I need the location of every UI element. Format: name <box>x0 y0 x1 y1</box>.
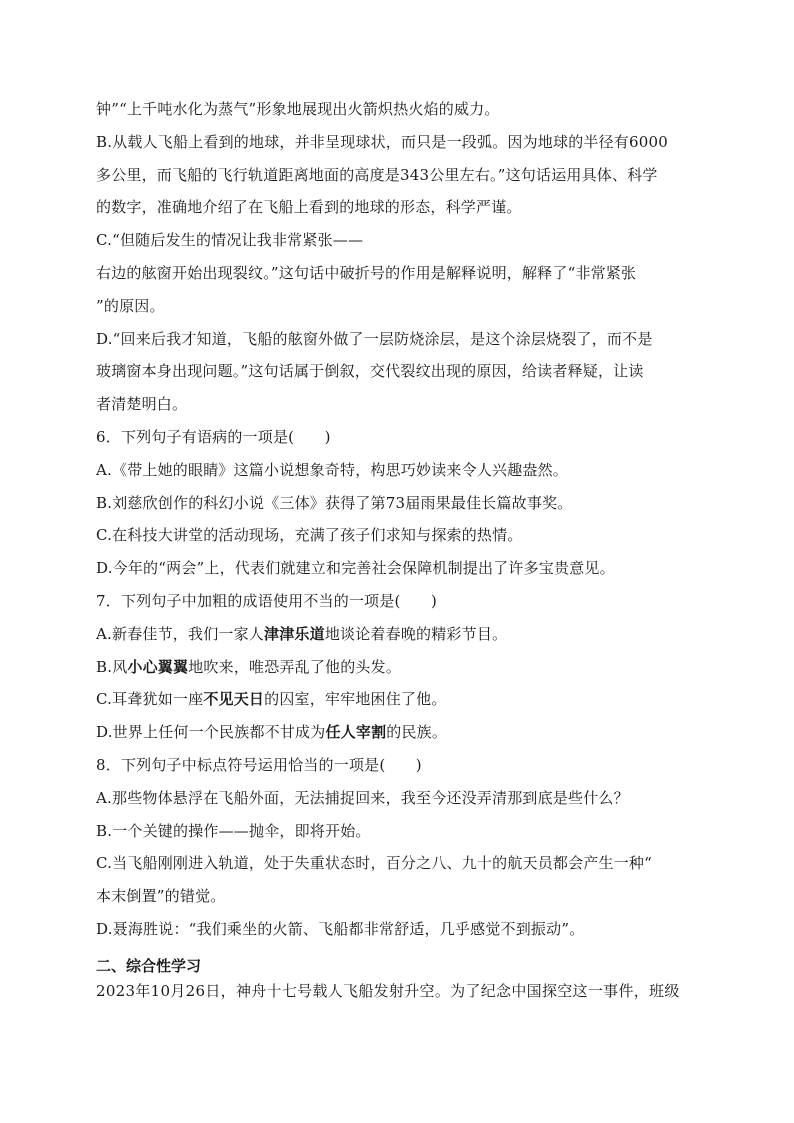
option-text: C.耳聋犹如一座 <box>96 690 204 709</box>
text-line: B.从载人飞船上看到的地球，并非呈现球状，而只是一段弧。因为地球的半径有6000 <box>96 132 668 151</box>
question-7-option-a <box>96 618 700 651</box>
option-text: 的民族。 <box>386 723 448 742</box>
text-line: 右边的舷窗开始出现裂纹。”这句话中破折号的作用是解释说明，解释了“非常紧张 <box>96 263 637 282</box>
question-6-option-c: C.在科技大讲堂的活动现场，充满了孩子们求知与探索的热情。 <box>96 526 523 545</box>
text-line: C.“但随后发生的情况让我非常紧张—— <box>96 231 364 250</box>
question-8-stem: 8．下列句子中标点符号运用恰当的一项是( ) <box>96 755 422 774</box>
section-intro: 2023年10月26日，神舟十七号载人飞船发射升空。为了纪念中国探空这一事件，班级 <box>96 981 680 1000</box>
question-8-option-d: D.聂海胜说：“我们乘坐的火箭、飞船都非常舒适，几乎感觉不到振动”。 <box>96 919 585 938</box>
question-6-stem: 6．下列句子有语病的一项是( ) <box>96 427 331 446</box>
text-line: 者清楚明白。 <box>96 395 188 414</box>
text-line: ”的原因。 <box>96 296 165 315</box>
option-text: B.风 <box>96 657 128 676</box>
bold-idiom: 不见天日 <box>203 690 265 709</box>
question-6-option-d: D.今年的“两会”上，代表们就建立和完善社会保障机制提出了许多宝贵意见。 <box>96 559 615 578</box>
text-line: 多公里，而飞船的飞行轨道距离地面的高度是343公里左右。”这句话运用具体、科学 <box>96 165 658 184</box>
section-title: 二、综合性学习 <box>96 956 202 975</box>
text-line: D.“回来后我才知道，飞船的舷窗外做了一层防烧涂层，是这个涂层烧裂了，而不是 <box>96 329 653 348</box>
question-8-option-b: B.一个关键的操作——抛伞，即将开始。 <box>96 821 371 840</box>
option-text: A.新春佳节，我们一家人 <box>96 624 265 643</box>
bold-idiom: 小心翼翼 <box>127 657 189 676</box>
question-7-option-b <box>96 651 700 684</box>
bold-idiom: 任人宰割 <box>325 723 387 742</box>
bold-idiom: 津津乐道 <box>264 624 325 643</box>
option-text: D.世界上任何一个民族都不甘成为 <box>96 723 326 742</box>
text-line: 的数字，准确地介绍了在飞船上看到的地球的形态，科学严谨。 <box>96 198 522 217</box>
text-line: 玻璃窗本身出现问题。”这句话属于倒叙，交代裂纹出现的原因，给读者释疑，让读 <box>96 362 644 381</box>
question-6-option-b: B.刘慈欣创作的科幻小说《三体》获得了第73届雨果最佳长篇故事奖。 <box>96 493 573 512</box>
question-8-option-c: C.当飞船刚刚进入轨道，处于失重状态时，百分之八、九十的航天员都会产生一种“ <box>96 854 652 873</box>
question-8-option-a: A.那些物体悬浮在飞船外面，无法捕捉回来，我至今还没弄清那到底是些什么？ <box>96 788 629 807</box>
question-6-option-a: A.《带上她的眼睛》这篇小说想象奇特，构思巧妙读来令人兴趣盎然。 <box>96 460 569 479</box>
question-7-option-c <box>96 683 700 716</box>
option-text: 地谈论着春晚的精彩节目。 <box>324 624 508 643</box>
question-7-option-d <box>96 716 700 749</box>
question-8-option-c-cont: 本末倒置”的错觉。 <box>96 887 226 906</box>
page-content <box>96 93 700 1004</box>
option-text: 地吹来，唯恐弄乱了他的头发。 <box>188 657 402 676</box>
option-text: 的囚室，牢牢地困住了他。 <box>264 690 447 709</box>
question-7-stem: 7．下列句子中加粗的成语使用不当的一项是( ) <box>96 591 438 610</box>
text-line: 钟”“上千吨水化为蒸气”形象地展现出火箭炽热火焰的威力。 <box>96 100 500 118</box>
